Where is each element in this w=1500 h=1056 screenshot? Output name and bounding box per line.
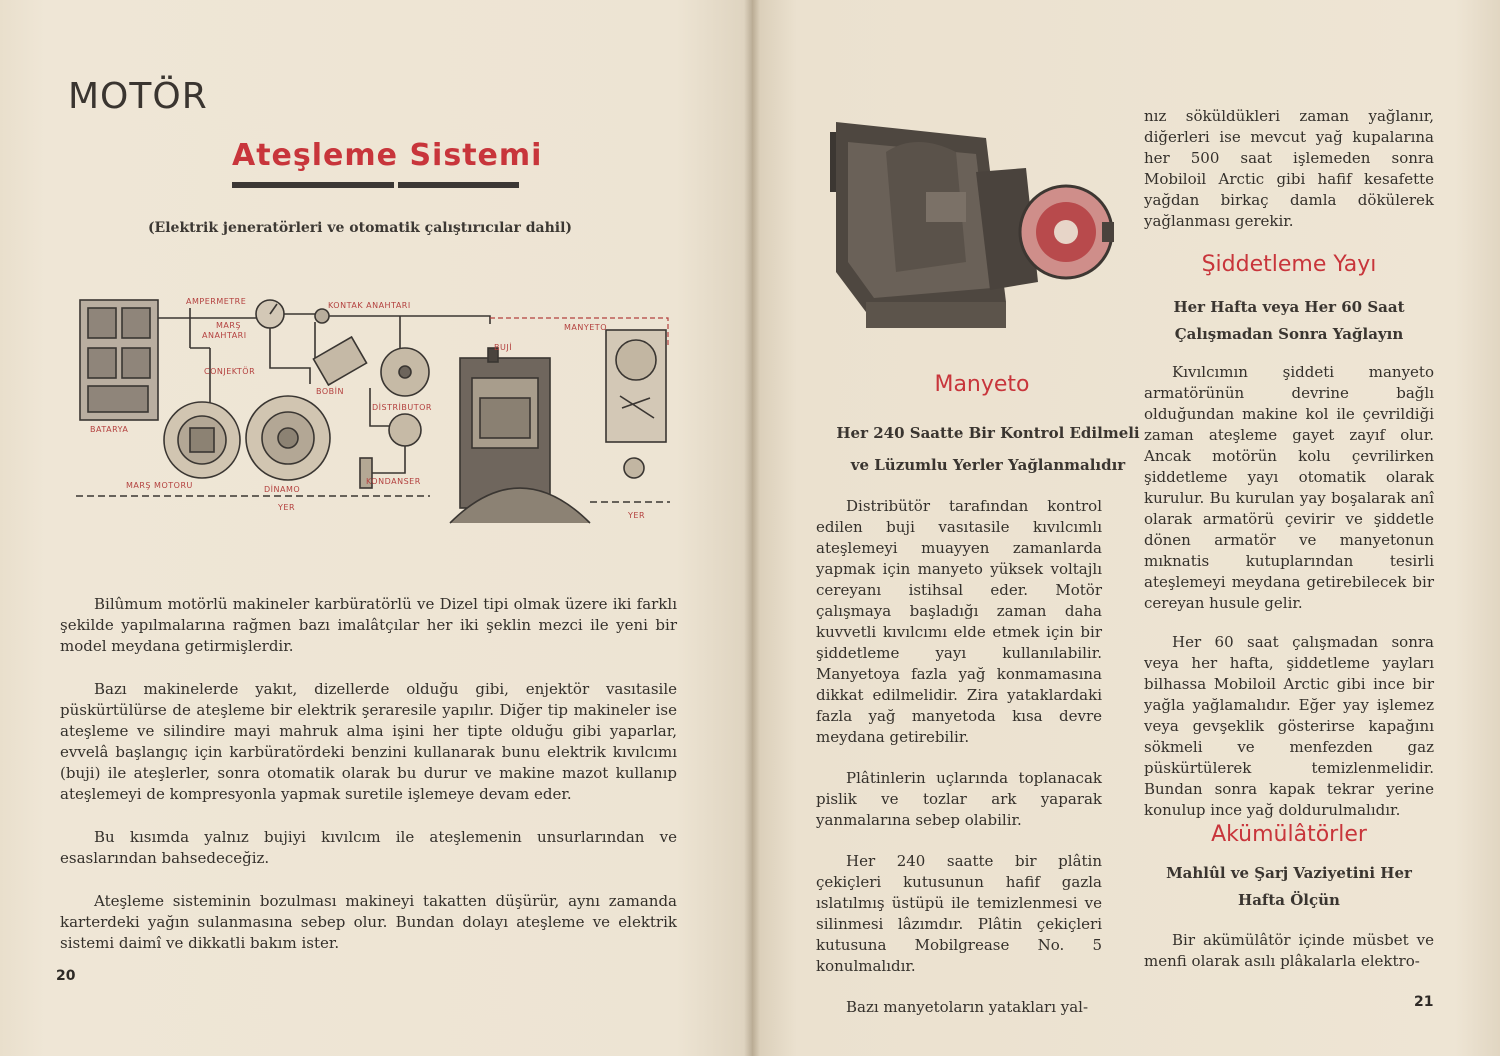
- page-number-right: 21: [1414, 994, 1434, 1010]
- section-title: MOTÖR: [68, 76, 208, 117]
- manyeto-paragraph-2: Plâtinlerin uçlarında toplanacak pislik ve tozlar ark yaparak yanmalarına sebep olabilir.: [816, 769, 1102, 829]
- manyeto-instruction-2: ve Lüzumlu Yerler Yağlanmalıdır: [850, 456, 1126, 474]
- heading-underline-left: [232, 182, 394, 188]
- right-page: [752, 0, 1500, 1056]
- siddetleme-body-text: [1144, 362, 1434, 821]
- siddetleme-instruction-2: Çalışmadan Sonra Yağlayın: [1174, 325, 1404, 343]
- manyeto-paragraph-4: Bazı manyetoların yatakları yal-: [846, 998, 1089, 1016]
- manyeto-body-text: [816, 496, 1102, 1018]
- label-bobin: BOBİN: [316, 387, 344, 396]
- manyeto-paragraph-1: Distribütör tarafından kontrol edilen buji vasıtasile kıvılcımlı ateşlemeyi muayyen zamanlarda yapmak için manyeto yüksek voltajlı cereyanı istihsal eder. Motör çalışmaya başladığı zaman daha kuvvetli kıvılcımı elde etmek için bir şiddetleme yayı kullanılabilir. Manyetoya fazla yağ konmamasına dikkat edilmelidir. Zira yataklardaki fazla yağ manyetoda kısa devre meydana getirebilir.: [816, 497, 1102, 746]
- label-mars-motoru: MARŞ MOTORU: [126, 481, 193, 490]
- akumulator-instruction-1: Mahlûl ve Şarj Vaziyetini Her: [1166, 864, 1412, 882]
- label-mars-1: MARŞ: [216, 321, 242, 330]
- coil-drawing: [313, 337, 366, 385]
- label-yer-1: YER: [278, 503, 295, 512]
- manyeto-instruction-1: Her 240 Saatte Bir Kontrol Edilmeli: [836, 424, 1140, 442]
- label-mars-2: ANAHTARI: [202, 331, 247, 340]
- ignition-wiring-diagram: [70, 288, 680, 538]
- label-kondanser: KONDANSER: [366, 477, 421, 486]
- label-kontak-anahtari: KONTAK ANAHTARI: [328, 301, 411, 310]
- left-paragraph-1: Bilûmum motörlü makineler karbüratörlü ve Dizel tipi olmak üzere iki farklı şekilde yapılmalarına rağmen bazı imalâtçılar her iki şeklin mezci ile yeni bir model meydana getirmişlerdir.: [60, 595, 677, 655]
- page-heading: Ateşleme Sistemi: [232, 138, 543, 173]
- siddetleme-paragraph-1: Kıvılcımın şiddeti manyeto armatörünün devrine bağlı olduğundan makine kol ile çevrildiği zaman ateşleme gayet zayıf olur. Ancak motörün kolu çevrilirken şiddetleme yayı otomatik olarak kurulur. Bu kurulan yay boşalarak anî olarak armatörü çevirir ve şiddetle dönen armatör ve manyetonun mıknatis kutuplarından tesirli ateşlemeyi meydana getirebilecek bir cereyan husule gelir.: [1144, 363, 1434, 612]
- continuation-paragraph: nız söküldükleri zaman yağlanır, diğerleri ise mevcut yağ kupalarına her 500 saat işlemeden sonra Mobiloil Arctic gibi hafif kesafette yağdan birkaç damla dökülerek yağlanması gerekir.: [1144, 107, 1434, 230]
- manyeto-paragraph-3: Her 240 saatte bir plâtin çekiçleri kutusunun hafif gazla ıslatılmış üstüpü ile temizlenmesi ve silinmesi lâzımdır. Plâtin çekiçleri kutusuna Mobilgrease No. 5 konulmalıdır.: [816, 852, 1102, 975]
- ignition-switch-drawing: [315, 309, 329, 323]
- left-paragraph-2: Bazı makinelerde yakıt, dizellerde olduğu gibi, enjektör vasıtasile püskürtülürse de ateşleme bir elektrik şeraresile yapılır. Diğer tip makineler ise ateşleme ve silindire mayi mahruk alma işini her tipte olduğu gibi yaparlar, evvelâ başlangıç için karbüratördeki benzini kullanarak bunu elektrik kıvılcımı (buji) ile ateşlerler, sonra otomatik olarak bu durur ve makine mazot kullanıp ateşlemeyi de kompresyonla yapmak suretile işlemeye devam eder.: [60, 680, 677, 803]
- top-continuation-text: [1144, 106, 1434, 232]
- page-subtitle: (Elektrik jeneratörleri ve otomatik çalıştırıcılar dahil): [147, 220, 573, 236]
- left-paragraph-4: Ateşleme sisteminin bozulması makineyi takatten düşürür, aynı zamanda karterdeki yağın sulanmasına sebep olur. Bundan dolayı ateşleme ve elektrik sistemi daimî ve dikkatli bakım ister.: [60, 892, 677, 952]
- heading-akumulatorler: Akümülâtörler: [1211, 822, 1367, 847]
- left-paragraph-3: Bu kısımda yalnız bujiyi kıvılcım ile ateşlemenin unsurlarından ve esaslarından bahsedeceğiz.: [60, 828, 677, 867]
- siddetleme-paragraph-2: Her 60 saat çalışmadan sonra veya her hafta, şiddetleme yayları bilhassa Mobiloil Arctic gibi ince bir yağla yağlamalıdır. Eğer yay işlemez veya gevşeklik gösterirse kapağını sökmeli ve menfezden gaz püskürtülerek temizlenmelidir. Bundan sonra kapak tekrar yerine konulup ince yağ doldurulmalıdır.: [1144, 633, 1434, 819]
- akumulator-instruction-2: Hafta Ölçün: [1238, 891, 1340, 909]
- book-gutter: [744, 0, 760, 1056]
- akumulator-paragraph-1: Bir akümülâtör içinde müsbet ve menfi olarak asılı plâkalarla elektro-: [1144, 931, 1434, 970]
- label-buji: BUJİ: [494, 343, 513, 352]
- akumulator-body-text: [1144, 930, 1434, 972]
- label-ampermetre: AMPERMETRE: [186, 297, 247, 306]
- label-conjektor: CONJEKTÖR: [204, 367, 256, 376]
- heading-siddetleme-yayi: Şiddetleme Yayı: [1201, 252, 1377, 277]
- label-batarya: BATARYA: [90, 425, 129, 434]
- heading-underline-right: [398, 182, 519, 188]
- siddetleme-instruction-1: Her Hafta veya Her 60 Saat: [1173, 298, 1405, 316]
- label-dinamo: DİNAMO: [264, 485, 301, 494]
- magneto-illustration: [826, 112, 1116, 342]
- label-manyeto: MANYETO: [564, 323, 607, 332]
- left-body-text: [60, 594, 677, 954]
- page-number-left: 20: [56, 968, 76, 984]
- label-distributor: DİSTRİBUTOR: [372, 403, 432, 412]
- heading-manyeto: Manyeto: [934, 372, 1030, 397]
- label-yer-2: YER: [628, 511, 645, 520]
